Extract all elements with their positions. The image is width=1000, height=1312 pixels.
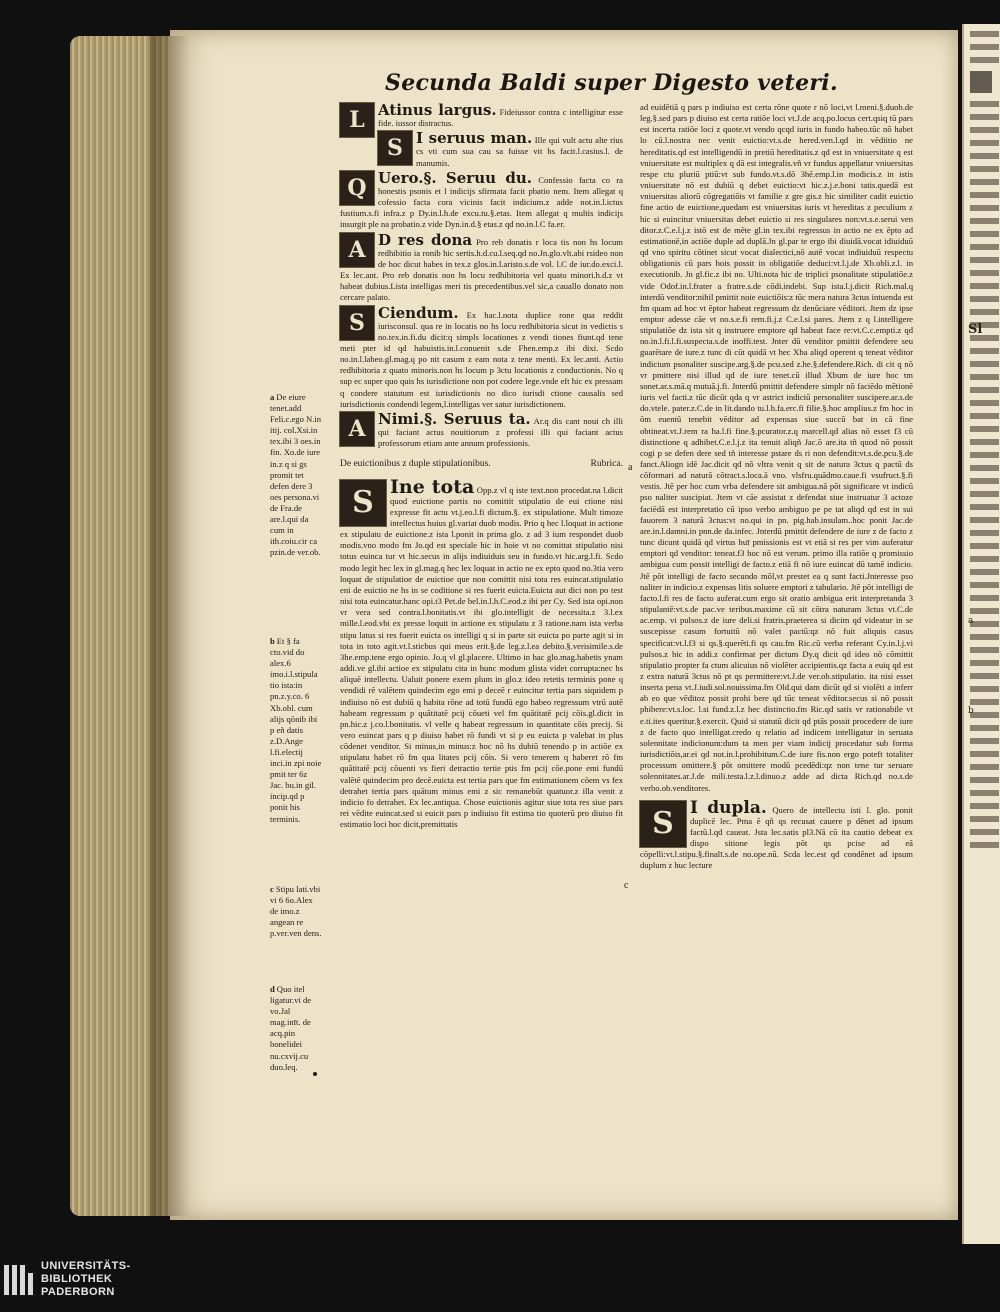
- commentary-section: [340, 130, 623, 168]
- facing-page-text-line: [970, 101, 999, 107]
- facing-page-text-line: [970, 140, 999, 146]
- gloss-text: De eiure tenet.add Feli.c.ego N.in itij. col.Xsi.in tex.ibi 3 oes.in fin. Xo.de iure in.z q si gs promit tet defen dere 3 oes persona.vi de Fra.de are.l.qui da cum in ith.coiu.cir ca pzin.de ver.ob.: [270, 392, 322, 558]
- rubric-label: Rubrica.: [590, 459, 623, 470]
- gloss-letter: d: [270, 984, 275, 994]
- facing-page-text-line: [970, 647, 999, 653]
- facing-page-edge: [962, 24, 1000, 1244]
- facing-page-fragment: Sl: [968, 322, 983, 337]
- decorated-initial: A: [340, 233, 374, 267]
- gloss-letter: c: [270, 884, 274, 894]
- gloss-letter: a: [270, 392, 275, 402]
- margin-gloss: [270, 884, 322, 939]
- facing-page-text-line: [970, 621, 999, 627]
- commentary-section: [640, 102, 913, 794]
- facing-page-text-line: [970, 634, 999, 640]
- library-logo-text: [41, 1260, 131, 1299]
- facing-page-text-line: [970, 309, 999, 315]
- gloss-text: Stipu lati.vbi vi 6 6o.Alex de imo.z angean re p.ver.ven dens.: [270, 884, 322, 939]
- facing-page-text-line: [970, 192, 999, 198]
- decorated-initial: S: [378, 131, 412, 165]
- lemma-heading: I dupla.: [690, 797, 767, 818]
- facing-page-text-line: [970, 374, 999, 380]
- commentary-text: Fideiussor contra c intelligitur esse fide. iussor distractus.: [378, 107, 623, 129]
- facing-page-text-line: [970, 270, 999, 276]
- facing-page-text-line: [970, 57, 999, 63]
- margin-gloss: [270, 636, 322, 825]
- margin-gloss: [270, 392, 322, 558]
- lemma-heading: Uero.§. Seruu du.: [378, 168, 532, 187]
- facing-page-fragment: b: [968, 706, 974, 716]
- facing-page-text-line: [970, 556, 999, 562]
- lemma-heading: D res dona: [378, 230, 473, 249]
- commentary-text: ad euidētiā q pars p indiuiso est certa rōne quote r nō loci,vt l.meni.§.duob.de leg.§.sed pars p diuiso est certa ratiōe loci vt.J.de acq.po.locus cert.qsiq tū pars est incerta ratiōe loci z quote.vt vendo qcqd iuris in fundo habeo.tūc nō habet lo cū.l.nostra nec venit euictio:vt.s.de hered.ven.l.qd in vēdiitio ne hereditatis.qd est intelligendū in pretiū hereditatis.z qd est in vniuersitate q est vniuersitate est multiplex q dā est integralis.vñ vr fundus appellatur vniuersitas respe ctu pluriū ptiū:vt sub fundo.vt.s.dō 3hē.emp.l.in modicis.z in istis vniuersitate nō est dubiū q debet euictio:vt hic.z.j.e.boni tatis.quedā est vniuersitas aliorū cōgregatiōis vt familie z gre gis.z hic similiter cadit euictio fine actio de euictione,quedam est vniuersitas iuris vt hereditas z peculium z hic si euincitur vniuersitas debet euictio si res singulares non:vt.s.e.serui ven ditor.z.C.e.l.j.z istō est de mēte gl.in tex.ibi regressus in actio ne ex ēpto ad estimationē,in actiōe duple ad duplā.Jn gl.par te ergo ibi diuidā.vocat idiuiduū qd vno spiritu cōtinet sicut vocat dialectici,nō autē vocat indiuiduū respectu obligationis cū pars hois possit in obligatiōe deduci:vt.l.j.de Xb.obli.z.l. in executionib. Jn gl.fic.z ibi no. Ulti.nota hic de triplici psonalitate stipulatiōe.z vide Odof.in.l.frater a fratre.s.de cōdi.indebi. Sup ista.l.j.dicit Rich.mal.q interdū venditor:nihil pmittit noie euictiōis:z tūc mera natura 3ctus intuenda est fm quam ad hoc vt ēptor habeat regressum dz denūciare vēditori. Jtem dz ipse emptor adesse cāe vt no.s.e.fi rem.fi.j.z C.e.l.si pares. Jtem z q l.intelligere stipulatiōe dz ista sit q instruere emptore qd habeat face re:vt.C.c.empti.z qd no.in.l.fi.l.fi.suspecta.s.de inoffi.test. Jnter dū venditor pmittit defendere seu guarētare de iure.z tunc di cūt quidā vt hec Xba aliqd operent q teneat vēditor indicium psonaliter suscipe.arg.§.de pcu.sed z.he.§.defendere.Rich. di cit q nō vr pmittere nisi illud qd de iure tenet.cū illud Xbum de iure hoc tm sonet.ar.s.mā.q mutuā.j.fi. Jnterdū pmittit defendere simplr nō faciēdo mētionē iuris vel facti.z tūc dicūt qda q vr astrict indiciū personaliter suscipere.ar.s.de do.vtele. pater.z.C.de in lit.dando tu.l.h.fa.erc.fi filie.§.hoc amplius.z fm hoc in ōm euentū tenebit vēditor ad expensas siue succū bat in cā fine obtineat.vt.J.rem ra ha.l.fi fine.§.pcurator.z.q marcell.qd alias nō esset f3 cū distinctione q adhibet.C.e.l.j.z ita tenuit aliqñ Jac.ō are.ita tñ quod nō possit cogi p se defen dere sed tñ interesse pstare ds ri non defendit:vt.s.de.pcu.§.de fanct.Aliogn idē Jac.dicit qd nō vltra venit q sit de natura 3ctus q pactū ds cōformari ad naturā cōtract.s.loca.ā vno. vlsfru.quādmo.caue.fi vsufruct.§.fi vestis. Jtē per hoc cum vrba defendere sit ambigua.nā pōt significare vt indicū pso naliter suscipiat. Jtem vt cāe assistat z defendat siue instruatur 3 actoze faciēdā est interpretatio cū ipso verbo ambiguo pe pe tat aliqd qd est in sui fauorem 3 naturā 3ctus:vt no.qui in pn. pig.hab.insulam..hoc ponit Jac.de are.in.l.damni.in pnn.de da.infec. Jnterdū pmittit defendere de iure z de facto z tunc dicunt quidā qd virtus huī pmissionis est vt etiā si res per vim auferatur emptori qd venditor: teneat.f3 hoc nō est verum. primo illa ratiōe q promissio ambigua cum possit intelligi de facto.z etiā fi nō iure euincat dū tamē indicio. Jtē pōt intelligi de facto secundo mōl,vt prestet ea q sunt facti.Jnteresse pso naliter in indicio.z expensas litis soluere emptori z tabulario. Jtē pōt intelligi de facto.l.fi res de facto auferat.cum ergo sit oratio ambigua erit interpretanda 3 stipulantē:vt.s.de pac.ve teribus.maxime cū sit cōtra naturam 3ctus vt.C.de ac.emp. vi pulsos.z de iure deli.si fratris.praeterea si dicim qd videatur in se suscepisse casum fortuitū nō valet pactū:qz nō fuit aliquis casus specificat:vt.l.f3 si qs.§.querēti.fi qs cau.fm Ric.cū verba referant Cy.in.l.j.vi pulsos.z hic in addi.z confirmat per dictum Dy.q dicit qd ideo nō cōmittit stipulatio propter fa ctum alicuius nō violēter accipientis.qz facta a euiq qd est z extra naturā 3ctus nō pt qs permittere:vt.J.de ver.ob.stipulatio. ita nisi esset inserta pena vt.J.iudi.sol.nouissima.fm Old.qui dam dicūt qd si violēti a inferr ab eo que vēditoz possit prohi bere qd tūc teneat vēditor.secus si nō possit phibere:vt.s.loc. l.si fund.z.l.z hec distinctio.fm Ric.qd satis vr rationabile vt e.ti.ites queritur.§.exercit. Quid si statutū dicit qd ptās possit procedere de iure z de facto quo intelligat.credo q relatio ad indicem intelligatur in seruata solennitate indicionum:dum ta men per viam indicij procedatur sub forma iurisdictiōis,ar.ei qd not.in.l.prohibitum.C.de iure fis.non ergo poteft totaliter processum omittere.§ pōt omittere modū pcedēdi:qz non tene tur seruare solennitates.ar.J.de mili.testa.l.z.l.dinuo.z adde ad dicta Rich.qd no.s.de verbo.ob.venditores.: [640, 102, 913, 793]
- left-text-column: [340, 102, 623, 831]
- commentary-text: Ille qui vult actu alte rius cs vti cum sua cau sa fuisse vit hs facit.l.casius.l. de manumis.: [416, 135, 624, 168]
- facing-page-text-line: [970, 699, 999, 705]
- facing-page-text-line: [970, 491, 999, 497]
- rubric-line: [340, 459, 623, 470]
- facing-page-text-line: [970, 283, 999, 289]
- facing-page-text-line: [970, 582, 999, 588]
- facing-page-text-line: [970, 673, 999, 679]
- facing-page-text-line: [970, 205, 999, 211]
- rubric-title: De euictionibus z duple stipulationibus.: [340, 459, 491, 470]
- facing-page-fragment: a: [968, 616, 974, 626]
- facing-page-text-line: [970, 569, 999, 575]
- facing-page-text-line: [970, 660, 999, 666]
- library-logo-line: BIBLIOTHEK: [41, 1273, 113, 1285]
- facing-page-text-line: [970, 751, 999, 757]
- facing-page-text-line: [970, 400, 999, 406]
- decorated-initial: Q: [340, 171, 374, 205]
- commentary-text: Ar.q dis cant noui ch illi qui faciant actus nouitiorum z professi illi qui faciant actus professorum etiam ante annum professionis.: [378, 415, 623, 449]
- lemma-heading: Atinus largus.: [378, 101, 497, 119]
- facing-page-text-line: [970, 127, 999, 133]
- facing-page-text-line: [970, 426, 999, 432]
- commentary-section: [340, 411, 623, 449]
- lemma-heading: Ciendum.: [378, 303, 459, 322]
- library-logo-icon: [4, 1265, 33, 1295]
- library-logo: [4, 1260, 131, 1299]
- facing-page-text-line: [970, 361, 999, 367]
- facing-page-text-line: [970, 803, 999, 809]
- facing-page-text-line: [970, 777, 999, 783]
- commentary-section: [340, 305, 623, 410]
- facing-page-text-line: [970, 790, 999, 796]
- decorated-initial: S: [340, 306, 374, 340]
- facing-page-text-line: [970, 244, 999, 250]
- commentary-text: Opp.z vl q iste text.non procedat.na l.dicit quod euictione partis no comittit stipulatio de eui ctione nisi expresse fit actu vt.j.eo.l.fi dictum.§. ex stipulatione. Mult timoze intellectus huius gl.variat duob modis. Prio q hec l.loquat in actione ex stipulatu de euictione.z ista l.ponit in prima glo. z ad 3 ium respondet duob modis.vno modo fm Jo.qd est speciale hic in hoie vt no comittat stipulatio nisi totus euinca tur vt hic.secus in alijs indiuiduis seu in fundo.vt hic.arg.l.fi. Scdo modo legit hec lex in gl.mag.q hec lex loquat in actio ne ex epto quod no.3tia vero loquat de stipulatioe de euictioe que non comittit nisi tota res euincat.stipulatio eni de euictio ne hs in se coditione si res fuerit euicta.Euicta aut dici non po test nisi tota euincatur.hanc opi.t3 Pet.de bel.in.l.h.C.eod.z ibi per Cy. Sed ista opi.non vr vera sed contra.l.bonitatis.vt ibi glo.intelligit de necessita.z 3.l.ex mille.l.eod.vbi ex presse loquit in actione ex stipulatu z 3 ratione.nam ista verba stipu latus si res fuerit euicta os intelligi q si in parte sit euicta po parte agit si in tota in toto agit.vt.l.sticbus qui meus erit.§.de leg.z.l.ea debito.§.verisimile.s.de 3he.emp.tene ergo opinio. Jo.q vl gl.placere. Ultimo in hac glo.mag.habetis ynam addi.ve gl.ibi actioe ex stipulatu cita in hunc modum glista videt corrupta:nec hs aliquē intellectu. Ualuit ponere exem plum in glo.z ideo retetis terminis pone q vendidi rē valētem quindecim ego emi p deceē r euincitur tertia pars siquidem p indiuiso nō est dubiū q habita rōne ad totū fundū ego habeo regressum vtrū autē habeam regressum p quātitatē pcij cōueti vel fm quātitatē pcij cōis.gl.dicit in pn.hic.z j.co.l.bonitatis. vl velle q habeat regressum in quantitate cōis precij. Si vero euincat pars q p diuiso habet rō fundi vt si p eu euicta p valebat in plus cōdenet venditor. Si minus,in minus:z hoc nō hs dubiū tenendo p in actiōe ex stipulatu habet rō fm qua litates pcij cōis. Si vero tenerem q haberet rō fm quātitatē pcij cōuenti vs fieri detractio tertie ptis fm pcij cōe.pone emi fundū valētē quindecim pro decē.euicta est tertia pars que fm estimationem cōem vs fex detrahet tertia pars quātum minus emi z sic remanebūt quatuor.z illa venit z indicio fo detrahet. Ex lec.antiqua. Chose euictionis agitur siue tota res siue pars rei vēdite euincat.sed si euicit pars p indiuiso fit estima tio quoterū pro diuiso fit estimatio loci hoc dicit,premittatis: [340, 484, 623, 830]
- gloss-letter: b: [270, 636, 275, 646]
- commentary-text: Ex hac.l.nota duplice rone qua reddit iurisconsul. qua re in locatis no hs locu redhibitoria sicut in vedictis s no.tex.in.fi.du dicit:q simpls locationes z vendi tiones fiunt.qd tene meti pter id qd habuistis.in.l.conuenit s.de Fhen.emp.z ibi dixi. Scdo no.in.l.labeo.gl.mag.q po nit casum z eam nota z tene menti. Ex lec.anti. Actio redhibitoria z quato minoris.non hs locum p 3ctu locationis z conductionis. No q sup ec super quo quis hs iurisdictione non pot codere lege.vnde eft hic ex pressam q condere statutum est iurisdictionis no dico iurisdi ctione causalis sed iurisdictionis condendi legem,l.intelligas ver satur iurisdictionem.: [340, 309, 623, 409]
- lemma-heading: Ine tota: [390, 475, 475, 498]
- gloss-text: Quo itel ligatur.vi de vo.Jal mag.inīt. de acq.pin bonelidei nu.cxvij.cu duo.leq.: [270, 984, 312, 1072]
- commentary-section: [340, 101, 623, 133]
- facing-page-text-line: [970, 842, 999, 848]
- spine-shadow: [150, 36, 190, 1216]
- facing-page-text-line: [970, 44, 999, 50]
- decorated-initial: A: [340, 412, 374, 446]
- margin-bullet: [313, 1072, 317, 1076]
- facing-page-text-line: [970, 348, 999, 354]
- decorated-initial: S: [640, 801, 686, 847]
- library-logo-line: UNIVERSITÄTS-: [41, 1260, 131, 1272]
- facing-page-text-line: [970, 452, 999, 458]
- facing-page-text-line: [970, 764, 999, 770]
- facing-page-text-line: [970, 387, 999, 393]
- right-text-column: [640, 102, 913, 873]
- facing-page-text-line: [970, 686, 999, 692]
- facing-page-text-line: [970, 218, 999, 224]
- facing-page-text-line: [970, 608, 999, 614]
- facing-page-text-line: [970, 829, 999, 835]
- facing-page-text-line: [970, 712, 999, 718]
- commentary-text: Quero de intellectu isti l. glo. ponit duplicē lec. Pma ē qñ qs recusat cauere p dēnet ad ipsum factū.l.qd caueat. Jsta lec.satis pl3.Nā cū ita cautio debeat ex dispo sitione legis pōt qs pcise ad eā cōpelli:vt.l.stipu.§.finalī.s.de no.ope.nū. Scda lec.est qd condēnet ad ipsum duplum z huc lecture: [640, 804, 913, 871]
- facing-page-text-line: [970, 517, 999, 523]
- facing-page-text-line: [970, 595, 999, 601]
- facing-page-text-line: [970, 504, 999, 510]
- facing-page-text-line: [970, 296, 999, 302]
- commentary-section: [340, 232, 623, 304]
- facing-page-text-line: [970, 153, 999, 159]
- decorated-initial: L: [340, 103, 374, 137]
- running-head: Secunda Baldi super Digesto veteri.: [385, 70, 838, 96]
- facing-page-text-line: [970, 738, 999, 744]
- gloss-reference-marker: c: [624, 880, 629, 891]
- facing-page-text-line: [970, 166, 999, 172]
- commentary-section: [340, 170, 623, 231]
- facing-page-text-line: [970, 31, 999, 37]
- margin-gloss: [270, 984, 322, 1073]
- facing-page-text-line: [970, 543, 999, 549]
- facing-page-text-line: [970, 257, 999, 263]
- facing-page-text-line: [970, 478, 999, 484]
- gloss-text: Et § fa cto.vid do alex.6 imo.i.l.stipula tio ista:in pn.z.y.co. 6 Xb.obl. cum alijs qōnib ibi p eñ datis z.D.Ange l.fi.electij inci.in zpi noie pmit ter 6z Jac. bu.in gil. incip.qd p ponit his terminis.: [270, 636, 322, 824]
- gloss-reference-marker: a: [628, 462, 633, 473]
- commentary-section: [640, 797, 913, 872]
- facing-page-text-line: [970, 530, 999, 536]
- library-logo-line: PADERBORN: [41, 1286, 115, 1298]
- lemma-heading: I seruus man.: [416, 129, 533, 148]
- commentary-section: [340, 475, 623, 831]
- facing-page-text-line: [970, 231, 999, 237]
- commentary-text: Confessio facta co ra honestis psonis et l indicijs sfirmata facit pbatio nem. Item allegat q cofessio facta cora vicinis facit indicium.z adde not.in.l.ictus fustium.s.fi infra.z p Dy.in.l.h.de excu.tu.§.etas. Item allegat q multis indicijs insurgit ple na probatio.z vide Dyn.in.d.§ etas.z qd no.in.l.C fa.er.: [340, 174, 623, 230]
- commentary-text: Pro reb donatis r loca tis non hs locum redhibitio ia ronib hic sertis.h.d.cu.l.seq.qd no.Jn.glo.vlt.abi rsideo non de hoc dicut habes in tex.z glos.in.l.aristo.s.de vol. l.C de iur.do.exci.l. Ex lec.ant. Pro reb donatis non hs locu redhibitoria vel quato minori.h.d.z vt habeat dubius.Lista intelligas meri tis precedentibus.vel sic,a cauallo donato non cercare palato.: [340, 236, 623, 303]
- facing-page-text-line: [970, 413, 999, 419]
- facing-page-text-line: [970, 465, 999, 471]
- facing-page-initial: [970, 71, 992, 93]
- facing-page-text-line: [970, 179, 999, 185]
- facing-page-text-line: [970, 439, 999, 445]
- facing-page-text-line: [970, 816, 999, 822]
- lemma-heading: Nimi.§. Seruus ta.: [378, 409, 531, 428]
- facing-page-text-line: [970, 725, 999, 731]
- decorated-initial: S: [340, 480, 386, 526]
- facing-page-text-line: [970, 114, 999, 120]
